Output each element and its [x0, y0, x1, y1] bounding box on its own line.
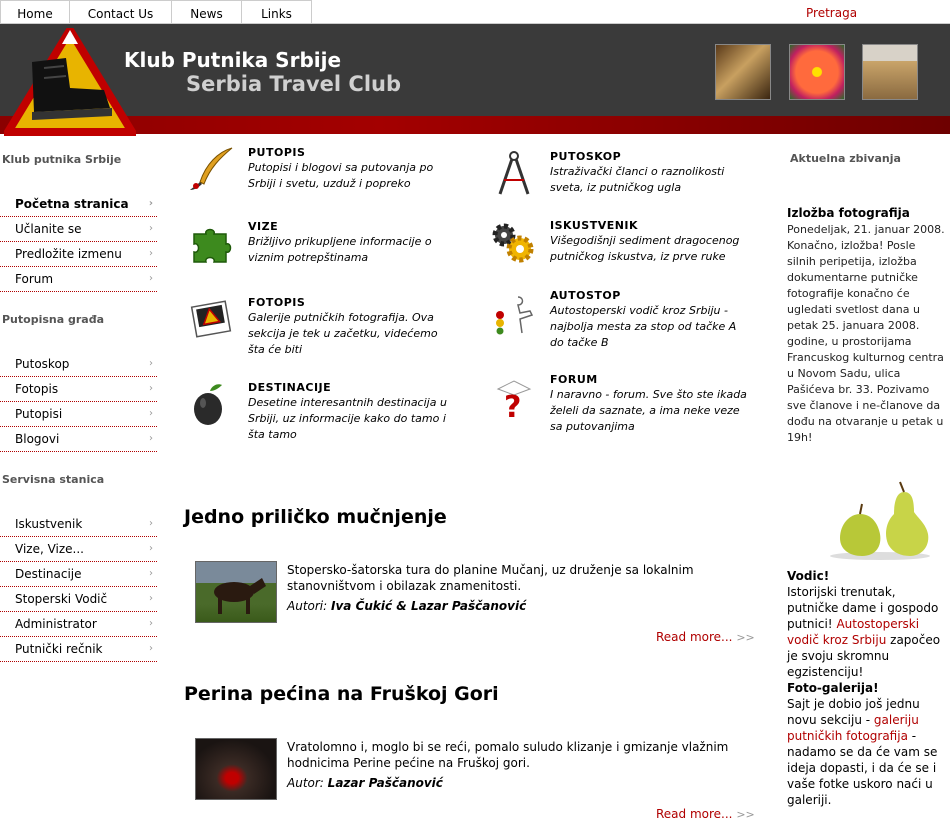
sidebar-item-label: Učlanite se	[15, 222, 82, 236]
feature-description: Desetine interesantnih destinacija u Srbiji, uz informacije kako do tamo i šta tamo	[248, 396, 447, 441]
article-excerpt: Stopersko-šatorska tura do planine Mučanj, uz druženje sa lokalnim stanovništvom i obilazak znamenitosti.	[287, 563, 694, 593]
read-more-link[interactable]	[656, 630, 755, 644]
header-thumbnail	[789, 44, 845, 100]
feature-description: Istraživački članci o raznolikosti sveta, iz putničkog ugla	[550, 165, 725, 194]
announcement-title: Foto-galerija!	[787, 681, 879, 695]
header-band	[0, 116, 950, 134]
article-author	[287, 776, 443, 790]
feature-description: Brižljivo prikupljene informacije o viznim potrepštinama	[248, 235, 432, 264]
header-thumbnail	[862, 44, 918, 100]
sidebar-item-predlozite[interactable]	[0, 242, 157, 267]
announcement-text: Istorijski trenutak, putničke dame i gospodo putnici!	[787, 585, 939, 631]
announcement-text: Sajt je dobio još jednu novu sekciju -	[787, 697, 920, 727]
author-label: Autor:	[287, 776, 324, 790]
svg-text:?: ?	[504, 390, 522, 419]
feature-description: Galerije putničkih fotografija. Ova sekcija je tek u začetku, videćemo šta će biti	[248, 311, 438, 356]
feature-putopis[interactable]	[188, 146, 448, 206]
feature-title: DESTINACIJE	[248, 381, 332, 394]
site-subtitle: Serbia Travel Club	[186, 72, 402, 96]
feature-title: ISKUSTVENIK	[550, 219, 639, 232]
feature-forum[interactable]	[490, 373, 750, 443]
sidebar-item-stoperski-vodic[interactable]	[0, 587, 157, 612]
sidebar-item-label: Forum	[15, 272, 54, 286]
sidebar-heading: Servisna stanica	[2, 473, 105, 486]
chevron-right-icon: ›	[149, 618, 153, 629]
sidebar-item-pocetna[interactable]	[0, 192, 157, 217]
gallery-link[interactable]: galeriju putničkih fotografija	[787, 713, 919, 743]
sidebar-item-label: Iskustvenik	[15, 517, 83, 531]
sidebar-item-forum[interactable]	[0, 267, 157, 292]
sidebar-item-putoskop[interactable]	[0, 352, 157, 377]
chevron-right-icon: ›	[149, 593, 153, 604]
chevron-right-icon: ›	[149, 248, 153, 259]
feature-autostop[interactable]	[490, 289, 750, 359]
sidebar-item-administrator[interactable]	[0, 612, 157, 637]
news-heading: Aktuelna zbivanja	[790, 152, 901, 165]
feature-destinacije[interactable]	[188, 381, 448, 451]
nav-home[interactable]: Home	[0, 0, 70, 24]
feature-description: I naravno - forum. Sve što ste ikada želeli da saznate, a ima neke veze sa putovanjima	[550, 388, 747, 433]
sidebar-heading: Putopisna građa	[2, 313, 105, 326]
guide-link[interactable]: Autostoperski vodič kroz Srbiju	[787, 617, 920, 647]
author-label: Autori:	[287, 599, 328, 613]
chevron-right-icon: ›	[149, 568, 153, 579]
site-title: Klub Putnika Srbije	[124, 48, 342, 72]
article-thumbnail[interactable]	[195, 561, 277, 623]
feature-title: FORUM	[550, 373, 598, 386]
sidebar-item-fotopis[interactable]	[0, 377, 157, 402]
sidebar-item-destinacije[interactable]	[0, 562, 157, 587]
top-navigation	[0, 0, 800, 24]
photo-print-icon	[188, 296, 234, 342]
feature-title: VIZE	[248, 220, 279, 233]
author-name: Iva Čukić & Lazar Paščanović	[331, 599, 527, 613]
article-title[interactable]: Perina pećina na Fruškoj Gori	[184, 683, 499, 705]
feature-title: PUTOSKOP	[550, 150, 622, 163]
sidebar-item-label: Vize, Vize...	[15, 542, 84, 556]
read-more-link[interactable]	[656, 807, 755, 821]
sidebar-item-blogovi[interactable]	[0, 427, 157, 452]
plum-icon	[188, 381, 234, 427]
article-author	[287, 599, 526, 613]
pears-image-icon	[820, 480, 935, 560]
feature-title: AUTOSTOP	[550, 289, 621, 302]
article-title[interactable]: Jedno priličko mučnjenje	[184, 506, 447, 528]
sidebar-item-putopisi[interactable]	[0, 402, 157, 427]
hitchhiker-icon	[490, 289, 536, 335]
chevron-right-icon: ›	[149, 408, 153, 419]
announcement-text: - nadamo se da će vam se ideja dopasti, i da će se i vaše fotke uskoro naći u galeriji.	[787, 729, 938, 807]
sidebar-item-label: Početna stranica	[15, 197, 129, 211]
article-excerpt: Vratolomno i, moglo bi se reći, pomalo suludo klizanje i gmizanje vlažnim hodnicima Perine pećine na Fruškoj gori.	[287, 740, 729, 770]
feature-description: Putopisi i blogovi sa putovanja po Srbiji i svetu, uzduž i popreko	[248, 161, 434, 190]
news-text: Ponedeljak, 21. januar 2008. Konačno, izložba! Posle silnih peripetija, izložba dokumentarne putničke fotografije konačno će ugledati svetlost dana u petak 25. januara 2008. godine, u prostorijama Francuskog kulturnog centra u Novom Sadu, ulica Pašićeva br. 33. Pozivamo sve članove i ne-članove da dođu na otvaranje u petak u 19h!	[787, 223, 945, 444]
sidebar-menu	[0, 352, 160, 452]
feature-title: PUTOPIS	[248, 146, 306, 159]
chevron-right-icon: ›	[149, 358, 153, 369]
chevron-right-icon: ›	[149, 223, 153, 234]
feature-vize[interactable]	[188, 220, 448, 280]
compass-icon	[490, 150, 536, 196]
header-thumbnail	[715, 44, 771, 100]
feature-fotopis[interactable]	[188, 296, 448, 366]
sidebar-item-label: Putnički rečnik	[15, 642, 103, 656]
chevron-right-icon: ›	[149, 433, 153, 444]
sidebar-item-putnicki-recnik[interactable]	[0, 637, 157, 662]
double-arrow-icon: >>	[736, 808, 755, 821]
sidebar-menu	[0, 512, 160, 662]
boot-logo-icon[interactable]	[4, 28, 136, 136]
sidebar-item-label: Administrator	[15, 617, 97, 631]
feature-title: FOTOPIS	[248, 296, 306, 309]
feature-description: Autostoperski vodič kroz Srbiju - najbolja mesta za stop od tačke A do tačke B	[550, 304, 737, 349]
read-more-label: Read more...	[656, 807, 733, 821]
sidebar-announcements	[787, 568, 949, 808]
sidebar-item-vize[interactable]	[0, 537, 157, 562]
sidebar-menu	[0, 192, 160, 292]
nav-news[interactable]: News	[172, 0, 242, 24]
read-more-label: Read more...	[656, 630, 733, 644]
nav-contact-us[interactable]: Contact Us	[70, 0, 172, 24]
left-sidebar	[0, 150, 160, 680]
sidebar-heading: Klub putnika Srbije	[2, 153, 122, 166]
sidebar-item-label: Predložite izmenu	[15, 247, 122, 261]
chevron-right-icon: ›	[149, 273, 153, 284]
chevron-right-icon: ›	[149, 383, 153, 394]
news-title[interactable]: Izložba fotografija	[787, 206, 910, 220]
horse-image-icon	[196, 562, 276, 622]
chevron-right-icon: ›	[149, 543, 153, 554]
feature-iskustvenik[interactable]	[490, 219, 750, 279]
gears-icon	[490, 219, 536, 265]
question-mark-icon	[490, 373, 536, 419]
sidebar-item-label: Putoskop	[15, 357, 70, 371]
feather-quill-icon	[188, 146, 234, 192]
chevron-right-icon: ›	[149, 643, 153, 654]
sidebar-item-label: Stoperski Vodič	[15, 592, 108, 606]
announcement-title: Vodic!	[787, 569, 830, 583]
sidebar-item-label: Putopisi	[15, 407, 63, 421]
sidebar-item-label: Fotopis	[15, 382, 59, 396]
puzzle-piece-icon	[188, 220, 234, 266]
feature-description: Višegodišnji sediment dragocenog putničkog iskustva, iz prve ruke	[550, 234, 740, 263]
nav-links[interactable]: Links	[242, 0, 312, 24]
chevron-right-icon: ›	[149, 518, 153, 529]
sidebar-item-label: Destinacije	[15, 567, 82, 581]
double-arrow-icon: >>	[736, 631, 755, 644]
sidebar-item-uclanite[interactable]	[0, 217, 157, 242]
feature-putoskop[interactable]	[490, 150, 750, 210]
author-name: Lazar Paščanović	[327, 776, 443, 790]
announcement-text: započeo je svoju skromnu egzistenciju!	[787, 633, 941, 679]
sidebar-item-iskustvenik[interactable]	[0, 512, 157, 537]
article-thumbnail[interactable]	[195, 738, 277, 800]
sidebar-item-label: Blogovi	[15, 432, 60, 446]
chevron-right-icon: ›	[148, 198, 153, 209]
search-link[interactable]: Pretraga	[806, 6, 858, 20]
